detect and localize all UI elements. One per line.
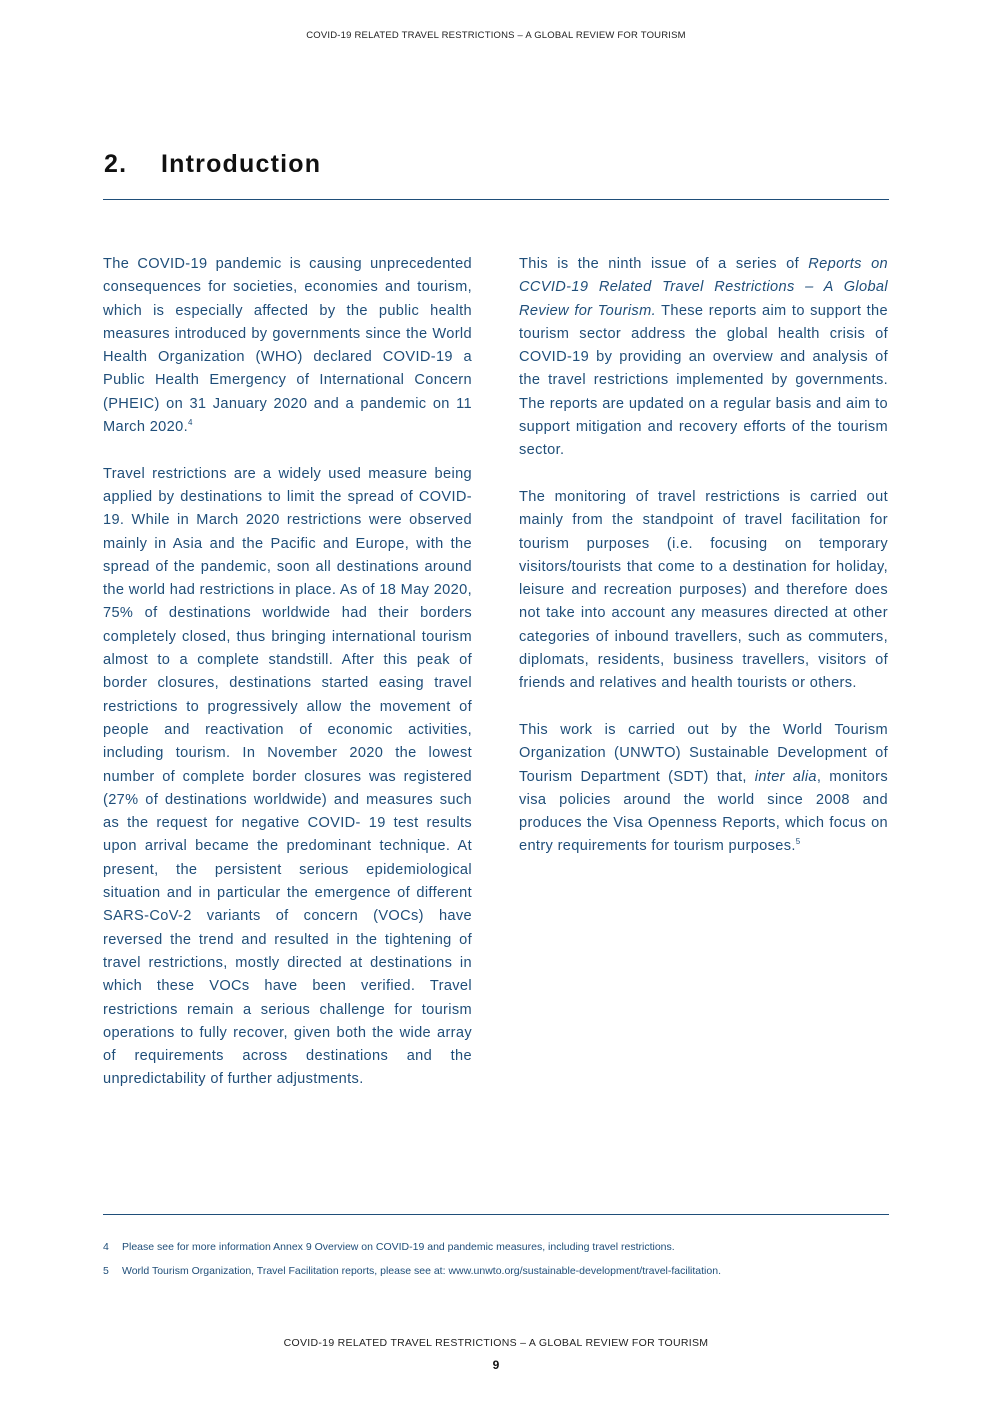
- intro-paragraph-1-text: The COVID-19 pandemic is causing unprecedented consequences for societies, economies and tourism, which is especially affected by the public health measures introduced by governments since the World Health Organization (WHO) declared COVID-19 a Public Health Emergency of International Concern (PHEIC) on 31 January 2020 and a pandemic on 11 March 2020.: [103, 256, 472, 436]
- left-column: [103, 253, 472, 1115]
- footnote-5: [103, 1264, 889, 1278]
- paragraph-3-text-a: This is the ninth issue of a series of: [519, 256, 809, 272]
- right-column: [519, 253, 888, 882]
- footnote-divider: [103, 1214, 889, 1215]
- footnote-ref-5[interactable]: 5: [795, 837, 801, 847]
- section-number: 2.: [104, 150, 128, 178]
- footnotes: [103, 1240, 889, 1288]
- intro-paragraph-1: [103, 253, 472, 439]
- footnote-ref-4[interactable]: 4: [187, 418, 193, 428]
- report-series-title: Reports on CCVID-19 Related Travel Restrictions – A Global Review for Tourism.: [519, 256, 888, 319]
- intro-paragraph-5: [519, 719, 888, 859]
- section-title-text: Introduction: [161, 150, 322, 178]
- footnote-5-text: World Tourism Organization, Travel Facilitation reports, please see at:: [122, 1265, 449, 1277]
- travel-facilitation-link[interactable]: www.unwto.org/sustainable-development/travel-facilitation.: [448, 1265, 721, 1277]
- footnote-text: [122, 1264, 721, 1278]
- intro-paragraph-4: The monitoring of travel restrictions is carried out mainly from the standpoint of travel facilitation for tourism purposes (i.e. focusing on temporary visitors/tourists that come to a destination for holiday, leisure and recreation purposes) and therefore does not take into account any measures directed at other categories of inbound travellers, such as commuters, diplomats, residents, business travellers, visitors of friends and relatives and health tourists or others.: [519, 488, 888, 692]
- paragraph-5-text-a: This work is carried out by the World Tourism Organization (UNWTO) Sustainable Development of Tourism Department (SDT) that,: [519, 721, 888, 785]
- section-title: [104, 150, 321, 179]
- title-divider: [103, 199, 889, 200]
- footnote-number: 4: [103, 1241, 109, 1253]
- footnote-4: [103, 1240, 889, 1254]
- footnote-text: Please see for more information Annex 9 Overview on COVID-19 and pandemic measures, including travel restrictions.: [122, 1241, 675, 1253]
- page-number: 9: [492, 1358, 500, 1372]
- running-footer: COVID-19 RELATED TRAVEL RESTRICTIONS – A GLOBAL REVIEW FOR TOURISM: [283, 1337, 709, 1349]
- paragraph-3-text-b: These reports aim to support the tourism sector address the global health crisis of COVID-19 by providing an overview and analysis of the travel restrictions implemented by governments. The reports are updated on a regular basis and aim to support mitigation and recovery efforts of the tourism sector.: [519, 302, 888, 459]
- inter-alia-italic: inter alia: [754, 768, 817, 785]
- intro-paragraph-3: [519, 253, 888, 463]
- footnote-number: 5: [103, 1265, 109, 1277]
- intro-paragraph-2: Travel restrictions are a widely used measure being applied by destinations to limit the spread of COVID-19. While in March 2020 restrictions were observed mainly in Asia and the Pacific and Europe, with the spread of the pandemic, soon all destinations around the world had restrictions in place. As of 18 May 2020, 75% of destinations worldwide had their borders completely closed, thus bringing international tourism almost to a complete standstill. After this peak of border closures, destinations started easing travel restrictions to progressively allow the movement of people and reactivation of economic activities, including tourism. In November 2020 the lowest number of complete border closures was registered (27% of destinations worldwide) and measures such as the request for negative COVID- 19 test results upon arrival became the predominant technique. At present, the persistent serious epidemiological situation and in particular the emergence of different SARS-CoV-2 variants of concern (VOCs) have reversed the trend and resulted in the tightening of travel restrictions, mostly directed at destinations in which these VOCs have been verified. Travel restrictions remain a serious challenge for tourism operations to fully recover, given both the wide array of requirements across destinations and the unpredictability of further adjustments.: [103, 465, 472, 1088]
- paragraph-5-text-b: , monitors visa policies around the world since 2008 and produces the Visa Openness Reports, which focus on entry requirements for tourism purposes.: [519, 768, 888, 855]
- running-header: COVID-19 RELATED TRAVEL RESTRICTIONS – A GLOBAL REVIEW FOR TOURISM: [306, 30, 686, 41]
